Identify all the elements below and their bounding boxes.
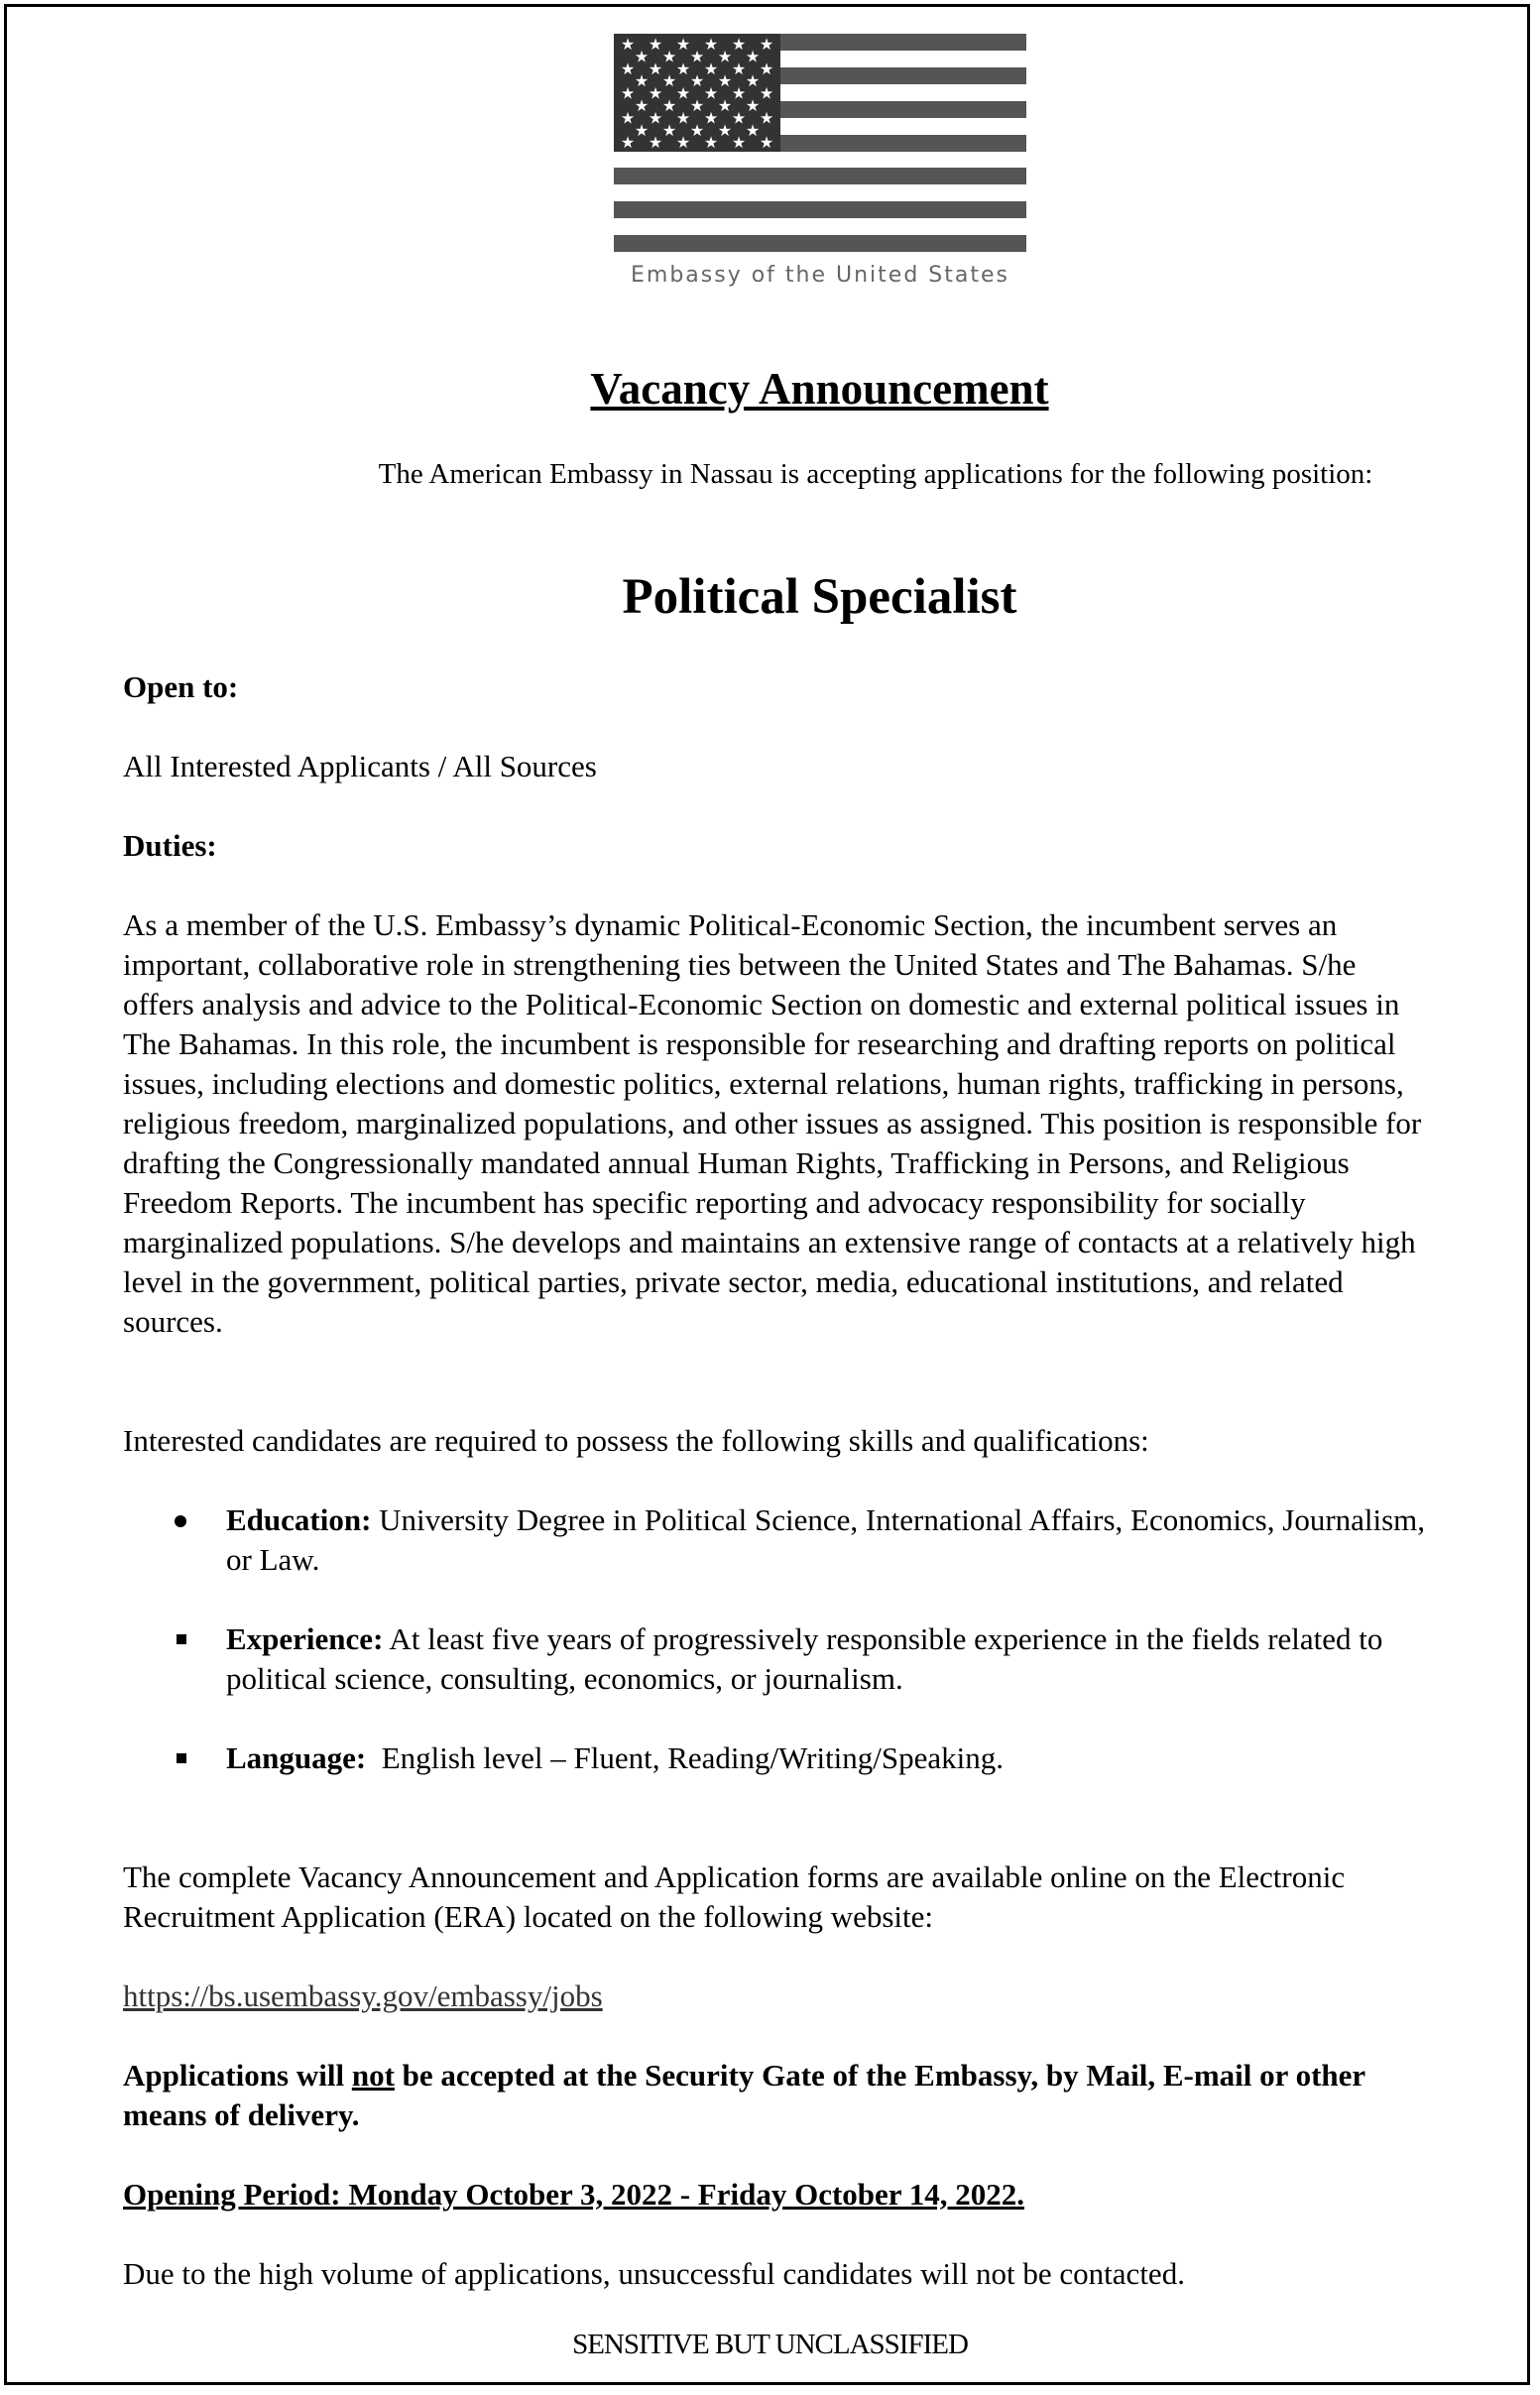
flag-star: ★ — [661, 120, 677, 140]
jobs-link[interactable]: https://bs.usembassy.gov/embassy/jobs — [123, 1978, 603, 2013]
bullet-square-icon — [177, 1634, 186, 1644]
qualifications-intro: Interested candidates are required to possess the following skills and qualifications: — [123, 1423, 1149, 1458]
logo-caption: Embassy of the United States — [631, 263, 1009, 288]
flag-star: ★ — [731, 108, 747, 128]
flag-star: ★ — [620, 83, 636, 103]
qualification-text: University Degree in Political Science, International Affairs, Economics, Journalism, or Law. — [226, 1502, 1426, 1577]
position-title: Political Specialist — [622, 569, 1017, 625]
contact-notice: Due to the high volume of applications, unsuccessful candidates will not be contacted. — [123, 2256, 1185, 2291]
flag-star: ★ — [703, 108, 719, 128]
opening-period: Opening Period: Monday October 3, 2022 - Friday October 14, 2022. — [123, 2177, 1024, 2212]
flag-star: ★ — [745, 71, 761, 91]
flag-star: ★ — [648, 35, 663, 54]
flag-star: ★ — [689, 120, 705, 140]
flag-star: ★ — [731, 133, 747, 153]
flag-star: ★ — [620, 108, 636, 128]
flag-star: ★ — [717, 96, 733, 115]
flag-star: ★ — [675, 59, 691, 78]
qualification-text: At least five years of progressively responsible experience in the fields related to political science, consulting, economics, or journalism. — [226, 1621, 1383, 1696]
duties-label: Duties: — [123, 828, 217, 863]
bullet-dot-icon — [175, 1515, 186, 1527]
flag-star: ★ — [675, 35, 691, 54]
flag-star: ★ — [634, 71, 650, 91]
flag-star: ★ — [703, 35, 719, 54]
flag-star: ★ — [745, 47, 761, 66]
flag-star: ★ — [717, 47, 733, 66]
bullet-square-icon — [177, 1753, 186, 1763]
flag-star: ★ — [661, 71, 677, 91]
flag-star: ★ — [731, 35, 747, 54]
intro-text: The American Embassy in Nassau is accepting applications for the following position: — [378, 458, 1373, 490]
flag-star: ★ — [703, 133, 719, 153]
flag-star: ★ — [717, 71, 733, 91]
flag-star: ★ — [759, 83, 774, 103]
qualification-label: Experience: — [226, 1621, 384, 1656]
page-title: Vacancy Announcement — [590, 364, 1049, 414]
flag-star: ★ — [689, 96, 705, 115]
us-flag-logo — [614, 34, 1026, 252]
qualification-education — [226, 1500, 1440, 1580]
flag-star: ★ — [731, 59, 747, 78]
classification-footer: SENSITIVE BUT UNCLASSIFIED — [572, 2329, 968, 2360]
flag-star: ★ — [689, 47, 705, 66]
application-info: The complete Vacancy Announcement and Application forms are available online on the Electronic Recruitment Application (ERA) located on the following website: — [123, 1859, 1346, 1934]
flag-star: ★ — [703, 59, 719, 78]
flag-star: ★ — [759, 108, 774, 128]
flag-star: ★ — [634, 120, 650, 140]
flag-star: ★ — [675, 83, 691, 103]
open-to-value: All Interested Applicants / All Sources — [123, 749, 597, 783]
flag-star: ★ — [620, 35, 636, 54]
flag-star: ★ — [759, 133, 774, 153]
flag-star: ★ — [759, 35, 774, 54]
open-to-label: Open to: — [123, 669, 239, 704]
flag-star: ★ — [759, 59, 774, 78]
flag-star: ★ — [675, 133, 691, 153]
flag-star: ★ — [661, 47, 677, 66]
flag-star: ★ — [648, 83, 663, 103]
flag-star: ★ — [689, 71, 705, 91]
flag-star: ★ — [745, 120, 761, 140]
qualification-text: English level – Fluent, Reading/Writing/Speaking. — [366, 1740, 1005, 1775]
qualification-label: Language: — [226, 1740, 367, 1775]
qualification-experience — [226, 1619, 1440, 1699]
flag-star: ★ — [620, 133, 636, 153]
flag-star: ★ — [648, 133, 663, 153]
flag-star: ★ — [648, 108, 663, 128]
flag-star: ★ — [675, 108, 691, 128]
flag-star: ★ — [731, 83, 747, 103]
flag-star: ★ — [620, 59, 636, 78]
flag-star: ★ — [648, 59, 663, 78]
flag-star: ★ — [745, 96, 761, 115]
warning-emphasis: not — [351, 2058, 395, 2093]
flag-star: ★ — [634, 47, 650, 66]
duties-text: As a member of the U.S. Embassy’s dynamic Political-Economic Section, the incumbent serves an important, collaborative role in strengthening ties between the United States and The Bahamas. S/he offers analysis and advice to the Political-Economic Section on domestic and external political issues in The Bahamas. In this role, the incumbent is responsible for researching and drafting reports on political issues, including elections and domestic politics, external relations, human rights, trafficking in persons, religious freedom, marginalized populations, and other issues as assigned. This position is responsible for drafting the Congressionally mandated annual Human Rights, Trafficking in Persons, and Religious Freedom Reports. The incumbent has specific reporting and advocacy responsibility for socially marginalized populations. S/he develops and maintains an extensive range of contacts at a relatively high level in the government, political parties, private sector, media, educational institutions, and related sources. — [123, 907, 1422, 1339]
flag-star: ★ — [717, 120, 733, 140]
flag-star: ★ — [634, 96, 650, 115]
delivery-warning — [123, 2056, 1422, 2135]
warning-part-2: be accepted at the Security Gate of the Embassy, by Mail, E-mail or other means of delivery. — [123, 2058, 1365, 2132]
flag-star: ★ — [661, 96, 677, 115]
qualification-language — [226, 1738, 1440, 1778]
jobs-link-line — [123, 1976, 1432, 2016]
flag-star: ★ — [703, 83, 719, 103]
warning-part-1: Applications will — [123, 2058, 352, 2093]
qualification-label: Education: — [226, 1502, 372, 1537]
